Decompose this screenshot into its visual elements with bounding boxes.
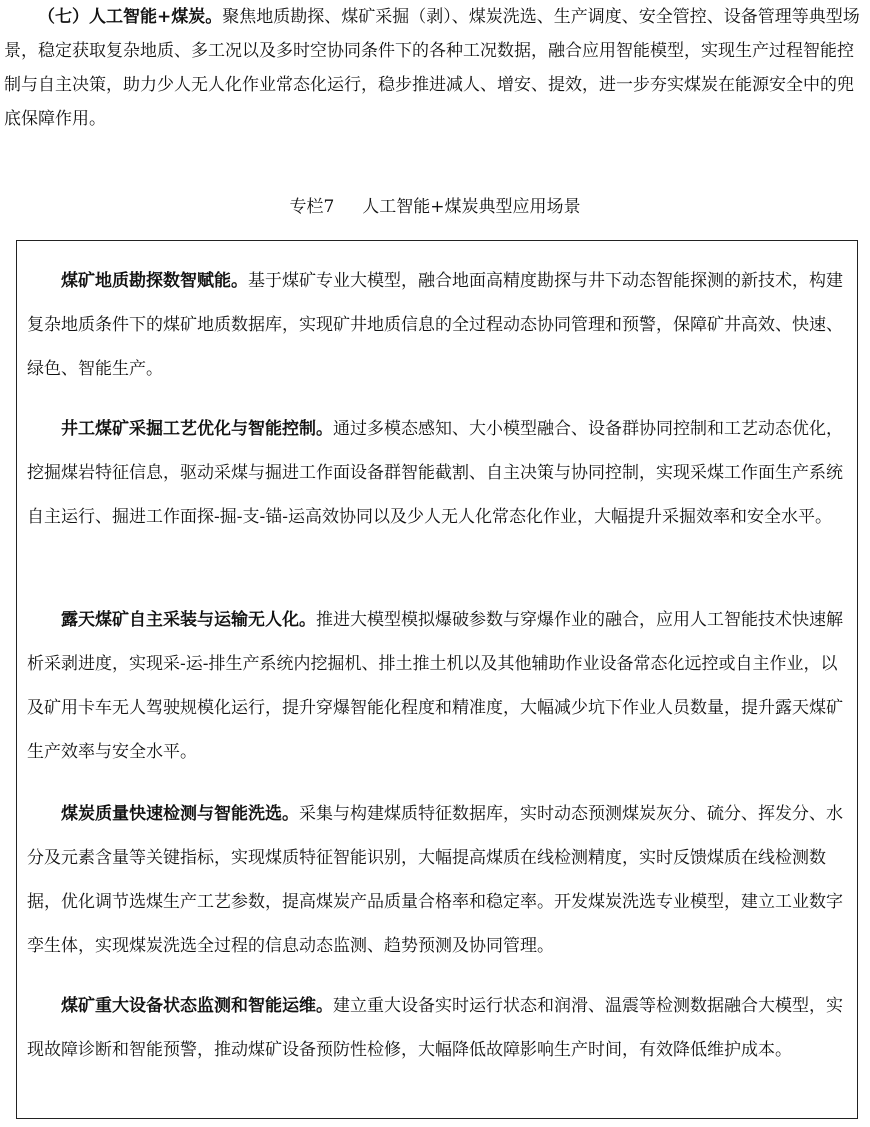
box-item-coal-quality [27,792,845,968]
box-item-heading: 煤矿地质勘探数智赋能。 [61,271,248,291]
box-item-heading: 煤炭质量快速检测与智能洗选。 [61,804,299,824]
box-item-heading: 露天煤矿自主采装与运输无人化。 [61,610,316,630]
box-item-body: 推进大模型模拟爆破参数与穿爆作业的融合，应用人工智能技术快速解析采剥进度，实现采-运-排生产系统内挖掘机、排土推土机以及其他辅助作业设备常态化远控或自主作业，以及矿用卡车无人驾驶规模化运行，提升穿爆智能化程度和精准度，大幅减少坑下作业人员数量，提升露天煤矿生产效率与安全水平。 [27,610,843,762]
box-number: 专栏7 [289,197,335,217]
box-item-open-pit [27,598,845,774]
box-title [0,190,870,224]
intro-body: 聚焦地质勘探、煤矿采掘（剥）、煤炭洗选、生产调度、安全管控、设备管理等典型场景，稳定获取复杂地质、多工况以及多时空协同条件下的各种工况数据，融合应用智能模型，实现生产过程智能控制与自主决策，助力少人无人化作业常态化运行，稳步推进减人、增安、提效，进一步夯实煤炭在能源安全中的兜底保障作用。 [4,7,860,129]
box-item-heading: 井工煤矿采掘工艺优化与智能控制。 [61,419,333,439]
box-item-body: 采集与构建煤质特征数据库，实时动态预测煤炭灰分、硫分、挥发分、水分及元素含量等关键指标，实现煤质特征智能识别，大幅提高煤质在线检测精度，实时反馈煤质在线检测数据，优化调节选煤生产工艺参数，提高煤炭产品质量合格率和稳定率。开发煤炭洗选专业模型，建立工业数字孪生体，实现煤炭洗选全过程的信息动态监测、趋势预测及协同管理。 [27,804,843,956]
box-item-body: 基于煤矿专业大模型，融合地面高精度勘探与井下动态智能探测的新技术，构建复杂地质条件下的煤矿地质数据库，实现矿井地质信息的全过程动态协同管理和预警，保障矿井高效、快速、绿色、智能生产。 [27,271,843,379]
feature-box [16,240,858,1119]
box-item-underground [27,407,845,539]
box-item-body: 通过多模态感知、大小模型融合、设备群协同控制和工艺动态优化，挖掘煤岩特征信息，驱动采煤与掘进工作面设备群智能截割、自主决策与协同控制，实现采煤工作面生产系统自主运行、掘进工作面探-掘-支-锚-运高效协同以及少人无人化常态化作业，大幅提升采掘效率和安全水平。 [27,419,843,527]
box-item-body: 建立重大设备实时运行状态和润滑、温震等检测数据融合大模型，实现故障诊断和智能预警，推动煤矿设备预防性检修，大幅降低故障影响生产时间，有效降低维护成本。 [27,996,843,1060]
box-item-equipment [27,984,845,1072]
intro-paragraph [4,0,866,136]
intro-heading: （七）人工智能+煤炭。 [38,7,223,27]
box-item-heading: 煤矿重大设备状态监测和智能运维。 [61,996,333,1016]
box-title-text: 人工智能+煤炭典型应用场景 [362,197,581,217]
box-item-geology [27,259,845,391]
